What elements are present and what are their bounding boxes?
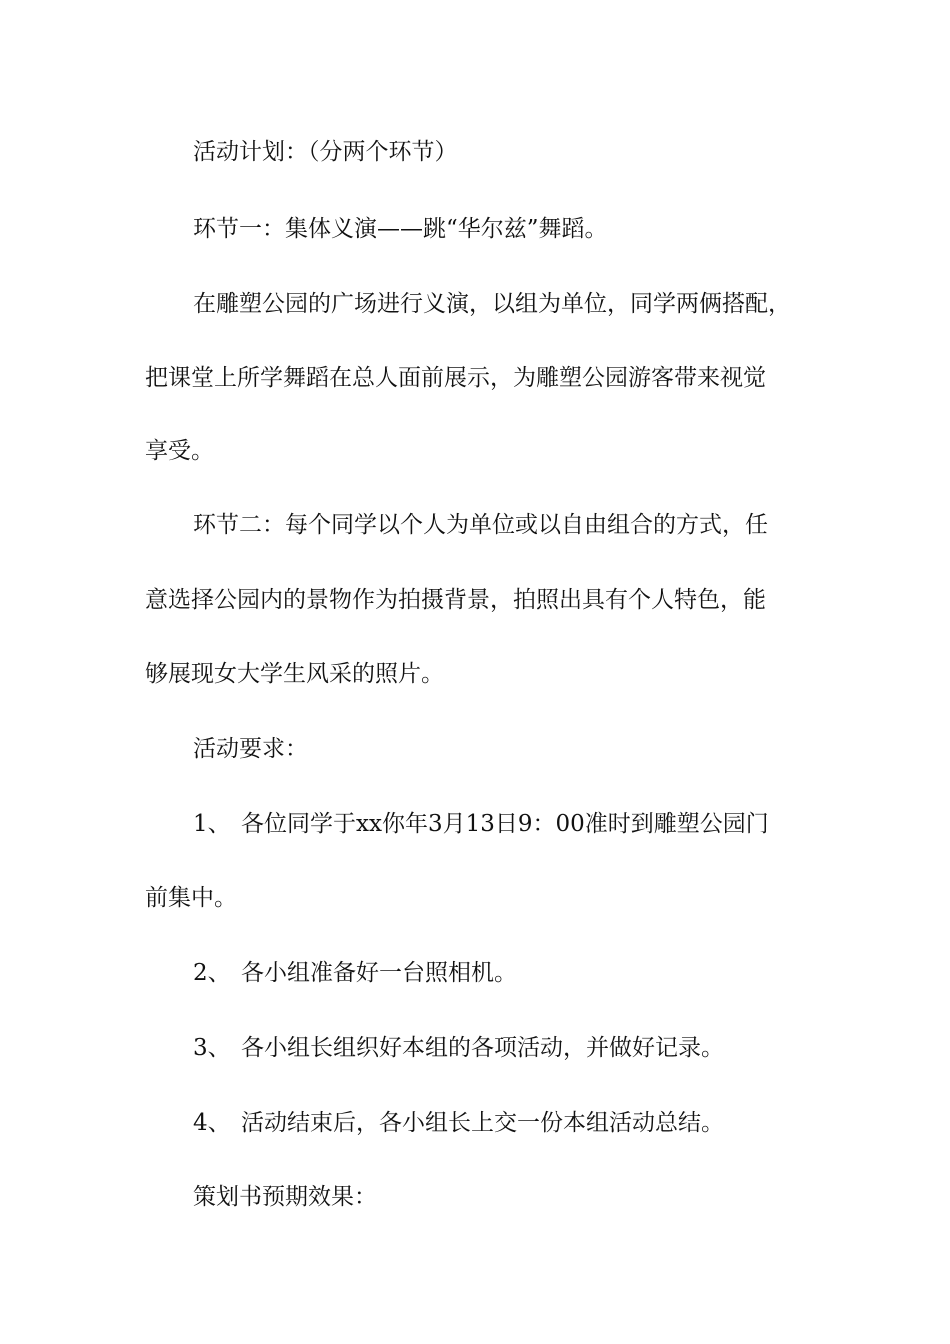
list-item-text: 各小组长组织好本组的各项活动，并做好记录。 — [241, 1035, 724, 1061]
activity-plan-heading: 活动计划：（分两个环节） — [193, 139, 458, 165]
expected-results-heading: 策划书预期效果： — [193, 1184, 377, 1210]
paragraph-line: 享受。 — [145, 438, 214, 464]
list-number: 1、 — [193, 811, 231, 837]
segment-one-heading: 环节一：集体义演——跳“华尔兹”舞蹈。 — [193, 216, 608, 242]
list-number: 4、 — [193, 1110, 231, 1136]
list-item — [0, 1103, 950, 1143]
list-number: 3、 — [193, 1035, 231, 1061]
paragraph-line: 前集中。 — [145, 885, 237, 911]
paragraph-line: 在雕塑公园的广场进行义演，以组为单位，同学两俩搭配， — [193, 291, 791, 317]
list-item-text: 各位同学于xx你年3月13日9：00准时到雕塑公园门 — [241, 811, 769, 837]
paragraph-line: 意选择公园内的景物作为拍摄背景，拍照出具有个人特色，能 — [145, 587, 766, 613]
paragraph-line: 够展现女大学生风采的照片。 — [145, 661, 444, 687]
list-item — [0, 953, 950, 993]
segment-two-line: 环节二：每个同学以个人为单位或以自由组合的方式，任 — [193, 512, 768, 538]
list-item-text: 各小组准备好一台照相机。 — [241, 960, 517, 986]
list-number: 2、 — [193, 960, 231, 986]
list-item — [0, 804, 950, 844]
list-item-text: 活动结束后，各小组长上交一份本组活动总结。 — [241, 1110, 724, 1136]
list-item — [0, 1028, 950, 1068]
requirements-heading: 活动要求： — [193, 736, 308, 762]
paragraph-line: 把课堂上所学舞蹈在总人面前展示，为雕塑公园游客带来视觉 — [145, 365, 766, 391]
